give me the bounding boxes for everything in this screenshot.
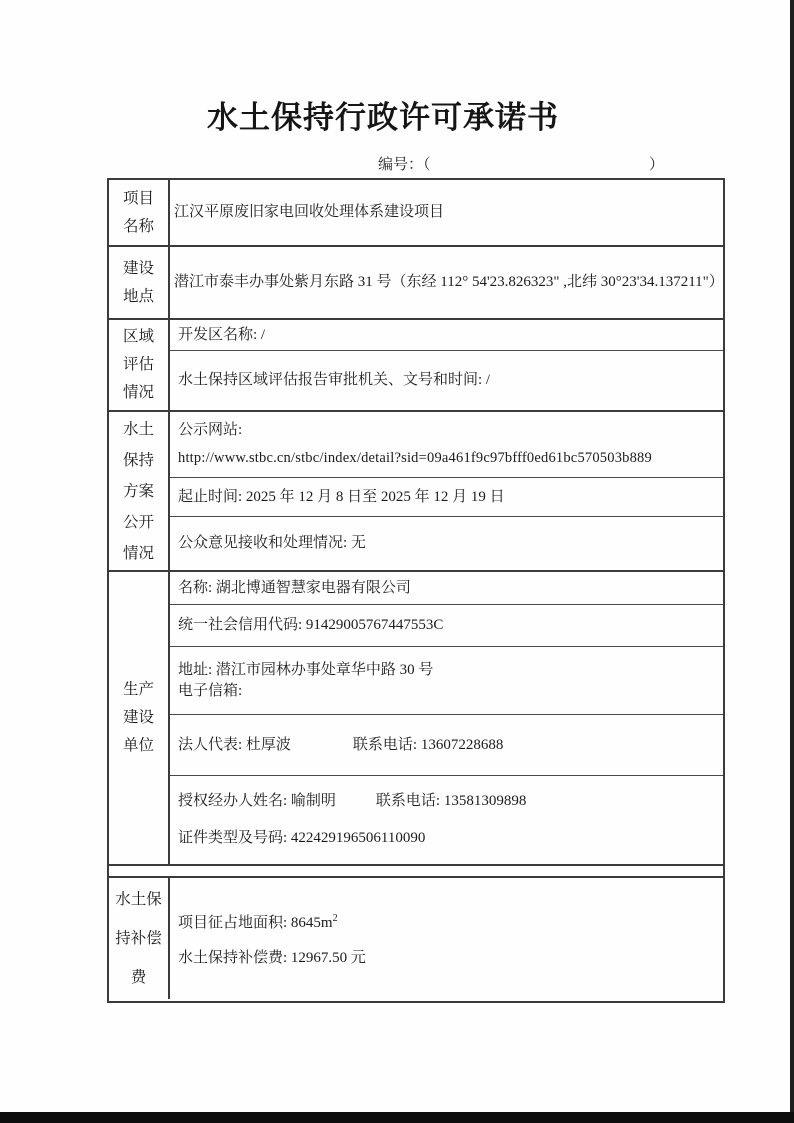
label-builder [109, 572, 170, 864]
scan-gap-band [109, 864, 723, 876]
publicity-period-value: 起止时间: 2025 年 12 月 8 日至 2025 年 12 月 19 日 [178, 488, 505, 505]
label-line: 单位 [122, 737, 154, 754]
document-title: 水土保持行政许可承诺书 [207, 100, 559, 135]
serial-number-line [378, 153, 664, 174]
label-line: 保持 [122, 451, 154, 469]
label-line: 建设 [122, 259, 154, 277]
label-line: 水土 [122, 420, 154, 438]
builder-email-value: 电子信箱: [178, 682, 243, 699]
label-regional-eval [109, 320, 170, 410]
row-plan-publicity [109, 410, 723, 570]
label-line: 生产 [122, 681, 154, 698]
label-line: 评估 [122, 356, 154, 373]
scan-edge-bottom [0, 1112, 794, 1123]
serial-prefix: 编号：（ [378, 157, 431, 173]
project-name-value: 江汉平原废旧家电回收处理体系建设项目 [174, 204, 445, 220]
label-line: 情况 [122, 384, 154, 401]
label-line: 情况 [122, 544, 154, 562]
land-area-text: 项目征占地面积: 8645m [178, 915, 333, 931]
location-value: 潜江市泰丰办事处紫月东路 31 号（东经 112° 54'23.826323" ,北纬 30°23'34.137211"） [174, 274, 724, 290]
label-location [109, 247, 170, 318]
cell-publicity-site [170, 412, 723, 478]
cell-legal-rep [170, 715, 723, 776]
cell-compensation-values [170, 878, 723, 999]
builder-address-value: 地址: 潜江市园林办事处章华中路 30 号 [178, 661, 434, 678]
label-project-name [109, 180, 170, 245]
label-compensation [109, 878, 170, 999]
public-opinions-value: 公众意见接收和处理情况: 无 [178, 535, 366, 551]
cell-agent [170, 776, 723, 864]
agent-id-number: 证件类型及号码: 422429196506110090 [178, 829, 426, 846]
row-location [109, 245, 723, 318]
label-plan-publicity [109, 412, 170, 570]
cell-credit-code [170, 605, 723, 647]
row-regional-eval [109, 318, 723, 410]
cell-dev-zone [170, 320, 723, 351]
cell-location-value [170, 247, 723, 318]
agent-phone: 联系电话: 13581309898 [375, 793, 527, 810]
row-builder [109, 570, 723, 864]
legal-rep-name: 法人代表: 杜厚波 [178, 736, 291, 753]
label-line: 水土保 [115, 891, 162, 908]
label-line: 地点 [122, 287, 154, 305]
label-line: 建设 [122, 709, 154, 726]
dev-zone-value: 开发区名称: / [178, 326, 266, 343]
row-project-name [109, 180, 723, 245]
label-line: 项目 [122, 189, 154, 207]
compensation-fee-value: 水土保持补偿费: 12967.50 元 [178, 950, 366, 966]
label-line: 公开 [122, 513, 154, 531]
eval-report-value: 水土保持区域评估报告审批机关、文号和时间: / [178, 372, 491, 388]
cell-public-opinions [170, 517, 723, 570]
publicity-site-url: http://www.stbc.cn/stbc/index/detail?sid=09a461f9c97bfff0ed61bc570503b889 [178, 450, 652, 467]
legal-rep-phone: 联系电话: 13607228688 [352, 736, 504, 753]
serial-close-paren: ） [648, 157, 664, 173]
cell-project-name-value [170, 180, 723, 245]
cell-builder-name [170, 572, 723, 605]
cell-eval-report [170, 351, 723, 410]
label-line: 持补偿 [115, 930, 162, 947]
commitment-form-table [107, 178, 725, 1003]
builder-name-value: 名称: 湖北博通智慧家电器有限公司 [178, 579, 411, 596]
cell-address-email [170, 647, 723, 715]
label-line: 方案 [122, 482, 154, 500]
cell-publicity-period [170, 478, 723, 517]
land-area-value [178, 908, 717, 934]
scan-edge-right [790, 0, 794, 1123]
agent-name: 授权经办人姓名: 喻制明 [178, 793, 336, 810]
label-line: 区域 [122, 328, 154, 345]
credit-code-value: 统一社会信用代码: 91429005767447553C [178, 617, 444, 633]
label-line: 费 [130, 969, 147, 986]
label-line: 名称 [122, 217, 154, 235]
row-compensation [109, 876, 723, 999]
publicity-site-label: 公示网站: [178, 421, 243, 438]
land-area-superscript: 2 [332, 913, 338, 924]
